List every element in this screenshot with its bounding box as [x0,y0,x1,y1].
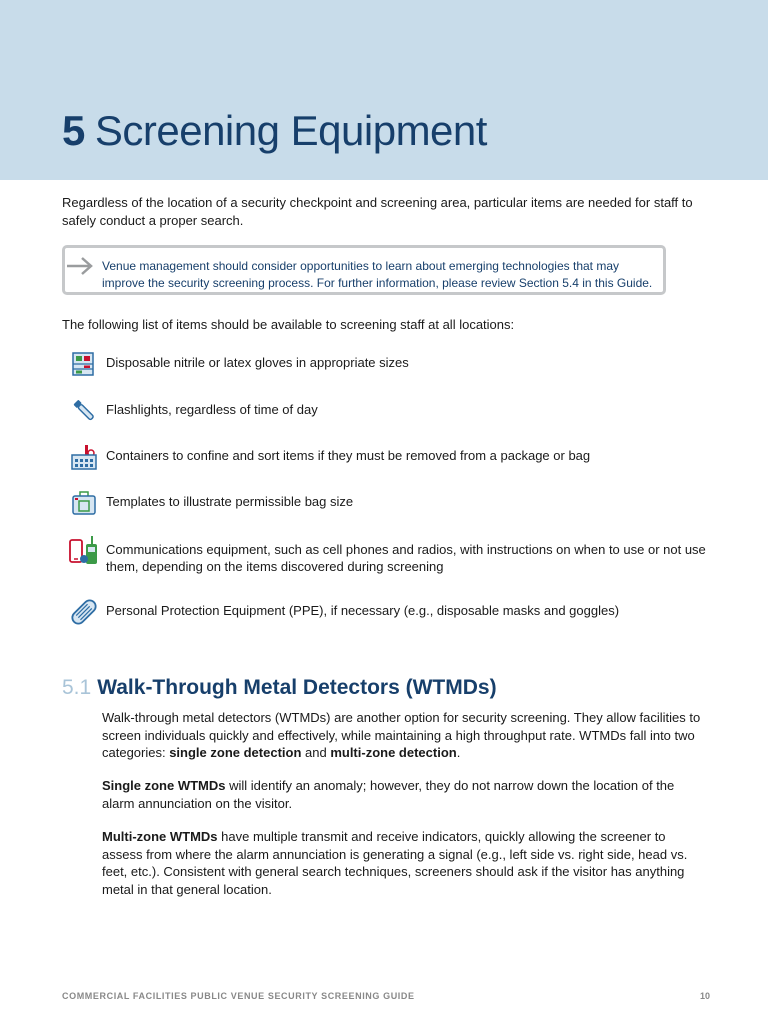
section-heading [62,676,497,700]
p1-text-e: . [456,745,461,760]
callout-box [62,245,666,295]
p2-bold: Single zone WTMDs [102,778,226,793]
phone-radio-icon [68,535,100,567]
section-paragraph-1 [102,709,702,762]
p1-text-c: and [301,745,331,760]
p1-text-a: Walk-through metal detectors (WTMDs) are another option for security screening. They allow facilities to screen individuals quickly and effectively, while maintaining a high throughput rate. WTMDs fall into two categories: [102,710,701,760]
gloves-box-icon [70,350,98,378]
intro-paragraph: Regardless of the location of a security checkpoint and screening area, particular items are needed for staff to safely conduct a proper search. [62,195,693,228]
list-item-text: Containers to confine and sort items if they must be removed from a package or bag [106,448,591,463]
list-item-text: Flashlights, regardless of time of day [106,402,318,417]
p3-bold: Multi-zone WTMDs [102,829,218,844]
containers-icon [70,443,98,471]
ppe-icon [70,598,98,626]
chapter-number: 5 [62,107,85,154]
list-item-text: Templates to illustrate permissible bag size [106,494,354,509]
p1-bold-single-zone: single zone detection [169,745,302,760]
page-title [62,108,487,154]
list-item-text: Personal Protection Equipment (PPE), if necessary (e.g., disposable masks and goggles) [106,603,620,618]
callout-text: Venue management should consider opportunities to learn about emerging technologies that may improve the security screening process. For further information, please review Section 5.4 in this Guide. [102,259,653,290]
p2-text: will identify an anomaly; however, they do not narrow down the location of the alarm annunciation on the visitor. [102,778,675,811]
chapter-title-text: Screening Equipment [94,107,487,154]
section-title: Walk-Through Metal Detectors (WTMDs) [97,676,497,699]
list-intro: The following list of items should be available to screening staff at all locations: [62,317,515,332]
list-item-text: Communications equipment, such as cell phones and radios, with instructions on when to use or not use them, depending on the items discovered during screening [106,542,706,574]
section-paragraph-2 [102,777,702,812]
p1-bold-multi-zone: multi-zone detection [330,745,457,760]
footer-title: COMMERCIAL FACILITIES PUBLIC VENUE SECURITY SCREENING GUIDE [62,991,415,1001]
arrow-right-icon [67,256,95,276]
p3-text: have multiple transmit and receive indicators, quickly allowing the screener to assess from where the alarm annunciation is generating a signal (e.g., left side vs. right side, head vs. feet, etc.). Consistent with general search techniques, screeners should ask if the visitor has anything metal in that general location. [102,829,688,897]
bag-template-icon [70,489,98,517]
list-item-text: Disposable nitrile or latex gloves in appropriate sizes [106,355,409,370]
page-number: 10 [699,991,710,1001]
section-paragraph-3 [102,828,702,898]
header-banner [0,0,768,180]
flashlight-icon [70,397,98,425]
section-number: 5.1 [62,676,92,699]
